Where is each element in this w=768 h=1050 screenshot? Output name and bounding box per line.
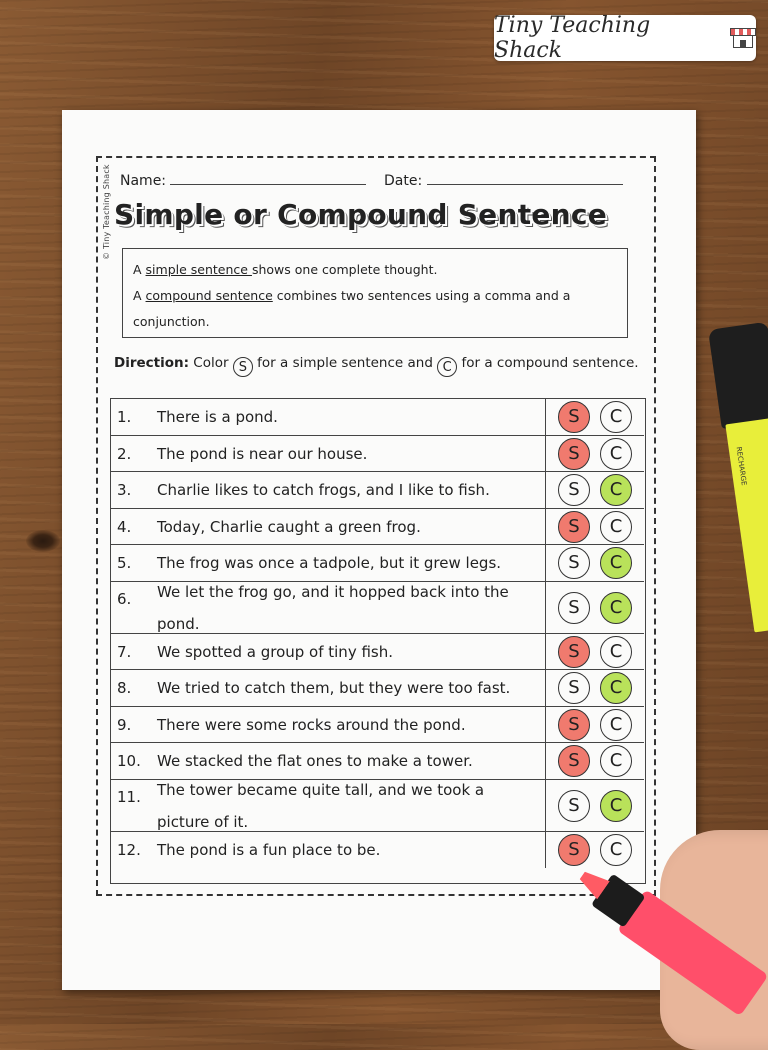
simple-bubble[interactable]: S [558, 474, 590, 506]
compound-bubble[interactable]: C [600, 474, 632, 506]
definition-box [122, 248, 628, 338]
sentence-number: 10. [117, 752, 141, 770]
answer-options [545, 670, 645, 706]
name-label: Name: [120, 173, 167, 189]
compound-bubble[interactable]: C [600, 745, 632, 777]
sentence-row [111, 707, 644, 744]
direction-label: Direction: [114, 355, 190, 371]
answer-options [545, 582, 645, 633]
sentence-row [111, 436, 644, 473]
simple-bubble[interactable]: S [558, 672, 590, 704]
sentence-text: The frog was once a tadpole, but it grew legs. [157, 554, 502, 572]
date-label: Date: [384, 173, 423, 189]
sentence-text: The pond is near our house. [157, 444, 368, 463]
sentence-number: 3. [117, 481, 132, 499]
definition-compound: A compound sentence combines two sentences using a comma and a conjunction. [133, 288, 571, 329]
definition-simple: A simple sentence shows one complete thought. [133, 262, 438, 277]
compound-sentence-term: compound sentence [145, 288, 273, 303]
sentence-row [111, 670, 644, 707]
sentence-number: 12. [117, 840, 141, 859]
wood-knot [26, 530, 60, 552]
compound-bubble[interactable]: C [600, 438, 632, 470]
sentence-table [110, 398, 646, 884]
yellow-highlighter [708, 319, 768, 627]
side-credit: © Tiny Teaching Shack [102, 164, 111, 260]
sentence-text: We stacked the flat ones to make a tower. [157, 752, 473, 770]
name-line[interactable] [170, 172, 366, 185]
simple-sentence-term: simple sentence [145, 262, 252, 277]
sentence-row [111, 582, 644, 634]
answer-options [545, 545, 645, 581]
answer-options [545, 472, 645, 508]
answer-options [545, 436, 645, 472]
worksheet-title: Simple or Compound Sentence [114, 198, 608, 231]
sentence-text: The tower became quite tall, and we took a picture of it. [157, 780, 485, 831]
compound-bubble[interactable]: C [600, 401, 632, 433]
simple-bubble[interactable]: S [558, 709, 590, 741]
simple-bubble[interactable]: S [558, 547, 590, 579]
sentence-row [111, 399, 644, 436]
answer-options [545, 634, 645, 670]
sentence-number: 8. [117, 679, 132, 697]
sentence-number: 1. [117, 408, 132, 426]
simple-bubble[interactable]: S [558, 511, 590, 543]
sentence-text: We spotted a group of tiny fish. [157, 642, 394, 661]
sentence-row [111, 832, 644, 869]
sentence-number: 11. [117, 787, 141, 806]
compound-bubble[interactable]: C [600, 834, 632, 866]
sentence-number: 2. [117, 444, 132, 463]
sentence-number: 6. [117, 589, 132, 608]
sentence-text: There were some rocks around the pond. [157, 715, 466, 734]
simple-bubble[interactable]: S [558, 745, 590, 777]
shop-icon [730, 28, 756, 48]
simple-bubble[interactable]: S [558, 401, 590, 433]
brand-name: Tiny Teaching Shack [494, 13, 651, 63]
s-symbol: S [233, 357, 253, 377]
c-symbol: C [437, 357, 457, 377]
sentence-text: Today, Charlie caught a green frog. [157, 517, 421, 536]
simple-bubble[interactable]: S [558, 834, 590, 866]
direction-text: Direction: Color S for a simple sentence and C for a compound sentence. [114, 355, 639, 375]
compound-bubble[interactable]: C [600, 547, 632, 579]
answer-options [545, 707, 645, 743]
simple-bubble[interactable]: S [558, 790, 590, 822]
answer-options [545, 780, 645, 831]
sentence-row [111, 509, 644, 546]
compound-bubble[interactable]: C [600, 511, 632, 543]
sentence-row [111, 780, 644, 832]
sentence-row [111, 634, 644, 671]
compound-bubble[interactable]: C [600, 790, 632, 822]
simple-bubble[interactable]: S [558, 438, 590, 470]
compound-bubble[interactable]: C [600, 709, 632, 741]
date-line[interactable] [427, 172, 623, 185]
simple-bubble[interactable]: S [558, 592, 590, 624]
sentence-text: The pond is a fun place to be. [157, 840, 381, 859]
answer-options [545, 743, 645, 779]
answer-options [545, 509, 645, 545]
compound-bubble[interactable]: C [600, 672, 632, 704]
brand-logo [494, 15, 756, 61]
simple-bubble[interactable]: S [558, 636, 590, 668]
sentence-number: 9. [117, 715, 132, 734]
name-field[interactable] [120, 172, 366, 189]
date-field[interactable] [384, 172, 623, 189]
sentence-number: 4. [117, 517, 132, 536]
answer-options [545, 399, 645, 435]
marker-label: RECHARGE [734, 446, 748, 486]
sentence-text: We tried to catch them, but they were too fast. [157, 679, 511, 697]
sentence-text: Charlie likes to catch frogs, and I like to fish. [157, 481, 490, 499]
compound-bubble[interactable]: C [600, 636, 632, 668]
sentence-text: There is a pond. [157, 408, 278, 426]
sentence-row [111, 472, 644, 509]
sentence-number: 5. [117, 554, 132, 572]
sentence-number: 7. [117, 642, 132, 661]
sentence-text: We let the frog go, and it hopped back into the pond. [157, 582, 509, 633]
compound-bubble[interactable]: C [600, 592, 632, 624]
